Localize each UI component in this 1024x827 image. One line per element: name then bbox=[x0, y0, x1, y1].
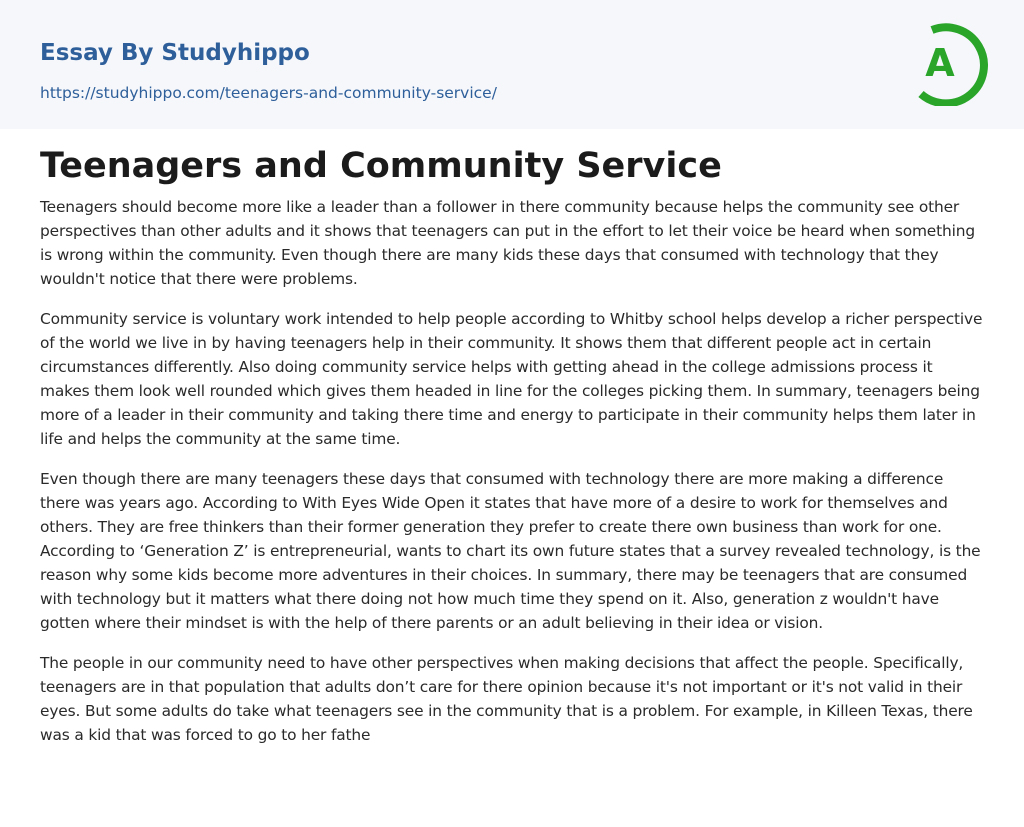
essay-paragraph: Teenagers should become more like a leader than a follower in there community because helps the community see other perspectives than other adults and it shows that teenagers can put in the effort to let their voice be heard when something is wrong within the community. Even though there are many kids these days that consumed with technology that they wouldn't notice that there were problems. bbox=[40, 198, 975, 288]
essay-body bbox=[40, 195, 985, 763]
essay-paragraph: The people in our community need to have other perspectives when making decisions that affect the people. Specifically, teenagers are in that population that adults don’t care for there opinion because it's not important or it's not valid in their eyes. But some adults do take what teenagers see in the community that is a problem. For example, in Killeen Texas, there was a kid that was forced to go to her fathe bbox=[40, 654, 973, 744]
page-url-link[interactable]: https://studyhippo.com/teenagers-and-community-service/ bbox=[40, 84, 497, 102]
essay-title: Teenagers and Community Service bbox=[40, 146, 722, 186]
site-title: Essay By Studyhippo bbox=[40, 40, 310, 66]
essay-paragraph: Even though there are many teenagers these days that consumed with technology there are more making a difference there was years ago. According to With Eyes Wide Open it states that have more of a desire to work for themselves and others. They are free thinkers than their former generation they prefer to create there own business than work for one. According to ‘Generation Z’ is entrepreneurial, wants to chart its own future states that a survey revealed technology, is the reason why some kids become more adventures in their choices. In summary, there may be teenagers that are consumed with technology but it matters what there doing not how much time they spend on it. Also, generation z wouldn't have gotten where their mindset is with the help of there parents or an adult believing in their idea or vision. bbox=[40, 470, 981, 632]
logo-letter: A bbox=[925, 41, 955, 85]
site-header bbox=[0, 0, 1024, 129]
essay-paragraph: Community service is voluntary work intended to help people according to Whitby school helps develop a richer perspective of the world we live in by having teenagers help in their community. It shows them that different people act in certain circumstances differently. Also doing community service helps with getting ahead in the college admissions process it makes them look well rounded which gives them headed in line for the colleges picking them. In summary, teenagers being more of a leader in their community and taking there time and energy to participate in their community helps them later in life and helps the community at the same time. bbox=[40, 310, 983, 448]
studyhippo-logo[interactable] bbox=[904, 18, 988, 106]
